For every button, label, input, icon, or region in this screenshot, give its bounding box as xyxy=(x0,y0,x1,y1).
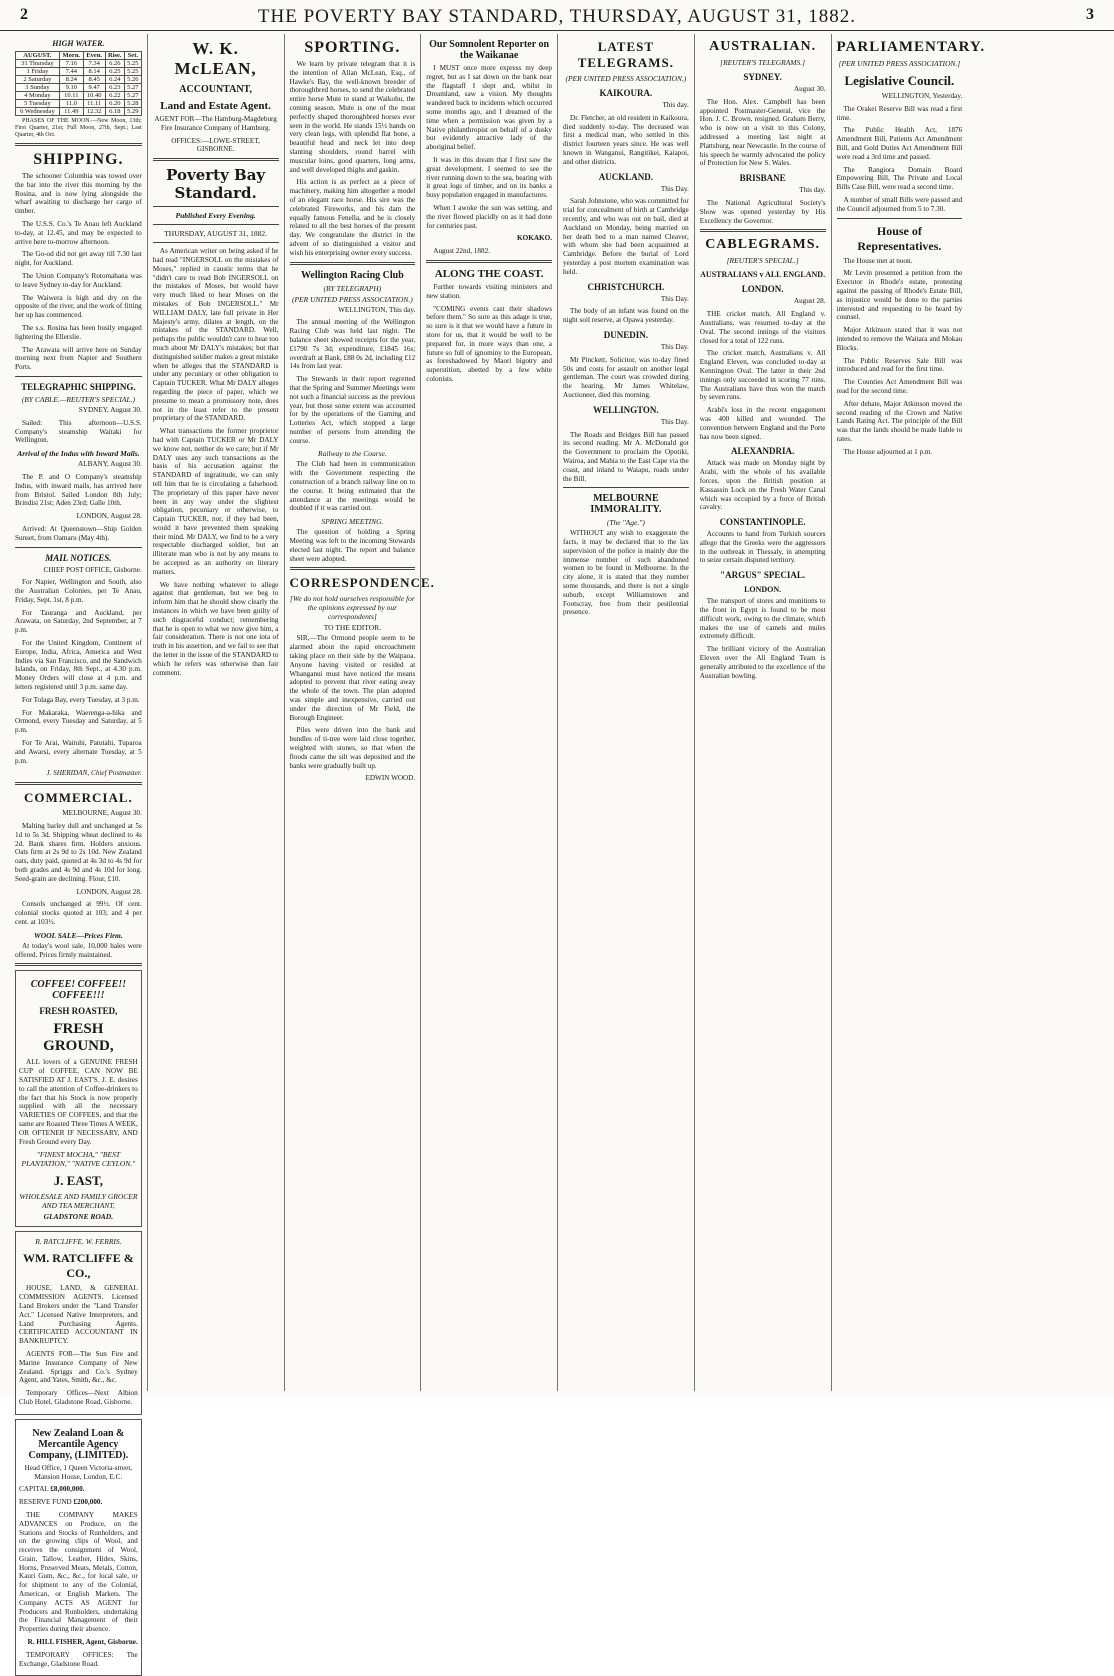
tide-cell: 6.20 xyxy=(105,100,124,108)
tide-cell: 7.44 xyxy=(59,68,83,76)
house-paragraph: The House adjourned at 1 p.m. xyxy=(843,447,933,456)
ratcliffe-agents: AGENTS FOR—The Sun Fire and Marine Insurance Company of New Zealand. Spriggs and Co.'s Sydney Agent, and Yates, Smith, &c., &c. xyxy=(19,1349,138,1385)
spring-text: The question of holding a Spring Meeting was left to the incoming Stewards elected last night. The report and balance sheet were adopted. xyxy=(289,528,416,563)
divider xyxy=(153,158,279,161)
tide-cell: 31 Thursday xyxy=(16,60,60,68)
tide-cell: 9.47 xyxy=(83,84,105,92)
telegram-text: The body of an infant was found on the night soil reserve, at Opawa yesterday. xyxy=(563,307,689,325)
cricket-text: THE cricket match, All England v. Australians, was resumed to-day at the Oval. The second innings of the visitors closed for a total of 122 runs. xyxy=(699,310,826,345)
egypt-text: Arabi's loss in the recent engagement was 400 killed and wounded. The convention between England and the Porte has now been signed. xyxy=(699,406,826,441)
tide-cell: 12.32 xyxy=(83,108,105,116)
editorial xyxy=(153,247,279,677)
tide-row xyxy=(16,100,142,108)
tide-cell: 5.28 xyxy=(124,100,141,108)
argus-heading: "ARGUS" SPECIAL. xyxy=(720,570,806,581)
tide-cell: 6.22 xyxy=(105,92,124,100)
page-number-right: 3 xyxy=(1086,6,1094,23)
wool-heading: WOOL SALE—Prices Firm. xyxy=(34,930,123,940)
telegram-text: Sarah Johnstone, who was committed for trial for concealment of birth at Cambridge recently, and who was out on bail, died at Auckland on Monday, being married on her death bed to a man named Cleaver, with whom she had been acquainted at Cambridge. Before the burial of Lord yesterday a post mortem examination was held. xyxy=(563,197,689,276)
paper-date: THURSDAY, AUGUST 31, 1882. xyxy=(164,229,268,239)
nzloan-body: THE COMPANY MAKES ADVANCES on Produce, on the Stations and Stocks of Runholders, and on the growing clips of Wool, and receives the consignment of Wool, Grain, Tallow, Leather, Hides, Skins, Horns, Preserved Meats, Metals, Cotton, Kauri Gum, &c., &c., for local sale, or for shipment to any of the Colonial, American, or English Markets. The Company ACTS AS AGENT for Producers and Runholders, undertaking the Financial Management of their Properties during their absence. xyxy=(19,1510,138,1634)
paper-title: Poverty Bay Standard. xyxy=(166,166,266,203)
correspondence-paragraph: SIR,—The Ormond people seem to be alarmed about the rapid encroachment taking place on their side by the Waipaoa. Anyone having visited or resided at Whanganui must have noticed the means adopted to prevent that river eating away the whole of the town. The plan adopted was simple and inexpensive, carried out under the direction of Mr Field, the Borough Engineer. xyxy=(289,634,416,722)
house-paragraph: After debate, Major Atkinson moved the second reading of the Crown and Native Lands Rating Act. The principle of the Bill was that the lands should be made liable to rates. xyxy=(836,399,963,443)
tide-cell: 6.26 xyxy=(105,60,124,68)
telegrams-heading: LATEST TELEGRAMS. xyxy=(577,39,675,70)
telegram-day: This Day. xyxy=(660,184,689,193)
coast-paragraph: Further towards visiting ministers and new station. xyxy=(426,282,552,300)
tide-cell: 11.49 xyxy=(59,108,83,116)
tide-cell: 7.34 xyxy=(83,60,105,68)
tide-row xyxy=(16,108,142,116)
wrc-sub2: (PER UNITED PRESS ASSOCIATION.) xyxy=(291,294,413,304)
capital-label: CAPITAL xyxy=(19,1485,49,1494)
tide-header-cell: Rise. xyxy=(105,52,124,60)
senate-heading: Our Somnolent Reporter on the Waikanae xyxy=(429,39,550,61)
tide-cell: 5.27 xyxy=(124,92,141,100)
mail-paragraph: For the United Kingdom, Continent of Europe, India, Africa, America and West Indies via San Francisco, and the Sandwich Islands, on Friday, 8th Sept., at 4.30 p.m. Money Orders will close at 4 p.m. and letters registered until 3 p.m. same day. xyxy=(15,639,142,692)
parliament-sub: [PER UNITED PRESS ASSOCIATION.] xyxy=(838,59,961,68)
shipping-paragraph: The schooner Columbia was towed over the bar into the river this morning by the Rosina, and is now lying alongside the wharf awaiting to discharge her cargo of timber. xyxy=(15,172,142,216)
ratcliffe-firm: WM. RATCLIFFE & CO., xyxy=(22,1251,134,1281)
sporting-paragraph: His action is as perfect as a piece of machinery, making him altogether a model of an elegant race horse. His sire was the celebrated Fireworks, and his dam the equally famous Fenella, and he is closely related to all the best horses of the present day. We congratulate the district in the advent of so distinguished a visitor and wish his enterprising owner every success. xyxy=(289,178,416,257)
coffee-advert xyxy=(15,970,142,1227)
tide-cell: 5.27 xyxy=(124,84,141,92)
tide-cell: 5 Tuesday xyxy=(16,100,60,108)
tide-header-cell: Morn. xyxy=(59,52,83,60)
published: Published Every Evening. xyxy=(175,211,256,221)
melbourne-text: WITHOUT any wish to exaggerate the facts, it may be declared that to the lax supervision of the police is mainly due the immense number of such abandoned women to be found in Melbourne. In the city alone, it is stated that they number some thousands, and there is not a single suburb, except Williamstown and Footscray, free from their pestilential presence. xyxy=(563,529,689,617)
coffee-name: J. EAST, xyxy=(53,1173,103,1189)
telegraphic-heading: TELEGRAPHIC SHIPPING. xyxy=(21,381,136,392)
cablegrams-heading: CABLEGRAMS. xyxy=(705,237,821,253)
shipping-heading: SHIPPING. xyxy=(33,151,124,168)
tide-cell: 5.26 xyxy=(124,76,141,84)
nzloan-title: New Zealand Loan & Mercantile Agency Company, (LIMITED). xyxy=(28,1427,129,1461)
nzloan-office: Head Office, 1 Queen Victoria-street, Mansion House, London, E.C. xyxy=(24,1463,133,1481)
tide-cell: 1 Friday xyxy=(16,68,60,76)
mail-heading: MAIL NOTICES. xyxy=(45,552,112,563)
final-text: The brilliant victory of the Australian Eleven over the All England Team is generally attributed to the excellence of the Australian bowling. xyxy=(699,645,826,680)
constantinople-heading: CONSTANTINOPLE. xyxy=(719,517,806,528)
telegraphic-text: Sailed: This afternoon—U.S.S. Company's steamship Waitaki for Wellington. xyxy=(15,418,142,445)
railway-text: The Club had been in communication with the Government respecting the construction of a branch railway line on to the course. It being estimated that the attendance at the meetings would be doubled if it was carried out. xyxy=(289,460,416,513)
tide-row xyxy=(16,68,142,76)
mclean-offices: OFFICES:—LOWE-STREET, GISBORNE. xyxy=(171,136,260,154)
alexandria-text: Attack was made on Monday night by Arabi, with the whole of his available forces, upon the British position at Kassassin Lock on the Fresh Water Canal which was occupied by a force of British cavalry. xyxy=(699,459,826,512)
telegrams-sub: (PER UNITED PRESS ASSOCIATION.) xyxy=(565,74,687,83)
wrc-place: WELLINGTON, This day. xyxy=(338,305,416,314)
melbourne-sub: (The "Age.") xyxy=(606,518,645,528)
telegram-place: CHRISTCHURCH. xyxy=(587,281,665,292)
reserve-label: RESERVE FUND xyxy=(19,1498,72,1507)
mail-paragraph: For Te Arai, Waituhi, Patutahi, Tuparoa and Awarsi, every alternate Tuesday, at 5 p.m. xyxy=(15,739,142,765)
divider xyxy=(290,262,416,265)
shipping-notes xyxy=(15,172,142,372)
tide-cell: 10.11 xyxy=(59,92,83,100)
sporting-paragraph: We learn by private telegram that it is the intention of Allan McLean, Esq., of Hawke's Bay, the well-known breeder of thoroughbred horses, to send the celebrated entire horse Mute to stand at Waikohu, the coming season. Mute is one of the most perfectly shaped thoroughbred horses ever seen in the world. He stands 15½ hands on very clean legs, with splendid flat bone, a beautiful head and neck let into deep slanting shoulders, round barrel with muscular loins, good quarters, long arms, and well developed thighs and gaskin. xyxy=(289,60,416,174)
london-text: Arrived: At Queenstown—Ship Golden Sunset, from Oamaru (May 4th). xyxy=(15,524,142,542)
editorial-paragraph: What transactions the former proprietor had with Captain TUCKER or Mr DALY we know not, neither do we care; but if Mr DALY uses any such transactions as the basis of his accusation against the STANDARD of ingratitude, we can only tell him that he is circulating a falsehood. The proprietary of this paper have never been in any way under the slightest obligation, pecuniary or otherwise, to Captain TUCKER, nor, if they had been, would it have prevented them speaking their mind. Mr DALY, we find to be a very respectable discharged soldier, but an illiterate man who is not by any means to be accepted as an authority on literary matters. xyxy=(152,427,279,576)
council-paragraph: The Orakei Reserve Bill was read a first time. xyxy=(836,104,963,122)
tide-cell: 6.18 xyxy=(105,108,124,116)
coffee-roast: FRESH ROASTED, xyxy=(39,1006,118,1017)
tide-cell: 8.24 xyxy=(59,76,83,84)
reserve-value: £200,000. xyxy=(73,1498,103,1507)
tide-cell: 2 Saturday xyxy=(16,76,60,84)
tide-cell: 7.16 xyxy=(59,60,83,68)
editorial-paragraph: We have nothing whatever to allege against that gentleman, but we beg to inform him that he should show clearly the instances in which we have been guilty of such disgraceful conduct; remembering that he is open to what we now give him, a fair consideration. There is not one iota of truth in his assertion, and we fail to see that the letter in the issue of the STANDARD to which he refers was otherwise than fair comment. xyxy=(152,580,279,677)
london-heading: LONDON. xyxy=(741,284,784,295)
arrival-place: ALBANY, August 30. xyxy=(77,460,142,469)
divider xyxy=(700,229,826,232)
divider xyxy=(153,206,279,207)
telegraphic-sub: (BY CABLE.—REUTER'S SPECIAL.) xyxy=(21,394,135,404)
coffee-address: GLADSTONE ROAD. xyxy=(43,1212,114,1222)
house-text xyxy=(837,257,963,457)
tide-row xyxy=(16,84,142,92)
telegraphic-place: SYDNEY, August 30. xyxy=(78,405,142,414)
column-4 xyxy=(420,34,557,1391)
coffee-body: ALL lovers of a GENUINE FRESH CUP of COFFEE, CAN NOW BE SATISFIED AT J. EAST'S. J. E. desires to call the attention of Coffee-drinkers to the fact that his Stock is now properly supplied with all the necessary VARIETIES OF COFFEES, and that the same are Roasted Three Times A WEEK, OR OFTENER IF NECESSARY, AND Fresh Ground every Day. xyxy=(19,1058,138,1146)
nzloan-advert xyxy=(15,1419,142,1676)
divider xyxy=(15,782,142,785)
tide-cell: 6.25 xyxy=(105,68,124,76)
ratcliffe-advert xyxy=(15,1231,142,1414)
senate-paragraph: I MUST once more express my deep regret, but as I sat down on the bank near the flagstaff I slept and, whilst in Dreamland, saw a vision. My thoughts wandered back to incidents which occurred some months ago, and I dreamed of the time when a permission was given by a Native philanthropist on behalf of a dusky but evidently attractive lady of the aboriginal belief. xyxy=(426,64,552,152)
australian-heading: AUSTRALIAN. xyxy=(709,39,817,54)
coast-text xyxy=(426,283,552,384)
sporting-text xyxy=(290,60,416,258)
shipping-paragraph: The U.S.S. Co.'s Te Anau left Auckland to-day, at 12.45, and may be expected to arrive here to-morrow afternoon. xyxy=(15,219,142,246)
telegram-day: This Day. xyxy=(660,294,689,303)
wrc-paragraph: The Stewards in their report regretted that the Spring and Summer Meetings were not such a financial success as the previous year, but those some extent was accounted for by the operations of the Gaming and Lotteries Act, which stopped a large number of persons from attending the course. xyxy=(289,375,416,445)
tide-header-cell: Even. xyxy=(83,52,105,60)
divider xyxy=(15,376,142,377)
correspondence-sign: EDWIN WOOD. xyxy=(365,774,416,783)
argus-text: The transport of stores and munitions to the front in Egypt is found to be most difficult work, owing to the climate, which makes the use of camels and mules extremely difficult. xyxy=(699,597,826,641)
wool-text: At today's wool sale, 10,000 bales were offered. Prices firmly maintained. xyxy=(15,941,142,959)
divider xyxy=(153,242,279,243)
page-number-left: 2 xyxy=(20,6,28,23)
parliament-heading: PARLIAMENTARY. xyxy=(836,39,986,55)
correspondence-text xyxy=(290,634,416,770)
house-paragraph: The House met at noon. xyxy=(843,256,913,265)
house-paragraph: Mr Levin presented a petition from the Executor in Rhode's estate, protesting against the passing of Rhode's Estate Bill, as injustice would be done to the parties interested and requesting to be heard by counsel. xyxy=(836,269,963,322)
moon-phases: PHASES OF THE MOON.—New Moon, 13th; First Quarter, 21st; Full Moon, 27th, Sept.; Last Quarter, 4th Oct. xyxy=(15,118,142,138)
constantinople-text: Accounts to hand from Turkish sources allege that the Greeks were the aggressors in the outbreak in Thessaly, in attempting to seize certain disputed territory. xyxy=(699,530,826,565)
shipping-paragraph: The Waiwera is high and dry on the opposite of the river, and the work of fitting her up has commenced. xyxy=(15,293,142,320)
divider xyxy=(426,260,552,263)
sydney-date: August 30. xyxy=(793,85,826,93)
mail-paragraph: For Tauranga and Auckland, per Arawata, on Saturday, 2nd September, at 7 p.m. xyxy=(15,608,142,635)
newspaper-title: THE POVERTY BAY STANDARD, THURSDAY, AUGUST 31, 1882. xyxy=(257,6,857,27)
tide-header-cell: Set. xyxy=(124,52,141,60)
column-3 xyxy=(284,34,435,1391)
london-place: LONDON, August 28. xyxy=(76,512,142,521)
correspondence-heading: CORRESPONDENCE. xyxy=(289,575,435,591)
coffee-brands: "FINEST MOCHA," "BEST PLANTATION," "NATIVE CEYLON." xyxy=(21,1150,136,1169)
tide-header-cell: AUGUST. xyxy=(16,52,60,60)
tide-cell: 5.25 xyxy=(124,60,141,68)
senate-paragraph: When I awoke the sun was setting, and the river flowed placidly on as it had done for centuries past. xyxy=(426,203,552,230)
telegram-place: WELLINGTON. xyxy=(593,404,659,415)
telegram-day: This Day. xyxy=(660,417,689,426)
correspondence-paragraph: Piles were driven into the bank and bundles of ti-tree were laid close together, weighted with stones, so that when the floods came the silt was deposited and the banks were gradually built up. xyxy=(289,726,416,770)
nzloan-agent: R. HILL FISHER, Agent, Gisborne. xyxy=(27,1638,138,1647)
tide-cell: 8.14 xyxy=(83,68,105,76)
aus-eng-heading: AUSTRALIANS v ALL ENGLAND. xyxy=(700,270,826,280)
telegram-day: This day. xyxy=(662,101,689,109)
shipping-paragraph: The Arawata will arrive here on Sunday morning next from Napier and Southern Ports. xyxy=(15,345,142,372)
shipping-paragraph: The s.s. Rosina has been busily engaged lightering the Ellerslie. xyxy=(15,323,142,341)
senate-paragraph: It was in this dream that I first saw the great development. I seemed to see the river running down to the sea, bearing with it great logs of timber, and on its banks a busy population engaged in manufactures. xyxy=(426,155,552,200)
council-paragraph: A number of small Bills were passed and the Council adjourned from 5 to 7.30. xyxy=(836,195,963,213)
cable-sub: [REUTER'S SPECIAL.] xyxy=(726,256,799,266)
capital-value: £8,000,000. xyxy=(50,1485,85,1494)
tide-cell: 9.10 xyxy=(59,84,83,92)
sydney-text: The Hon. Alex. Campbell has been appointed Postmaster-General, vice the Hon. J. C. Brown, resigned. Graham Berry, who is now on a visit to this Colony, addressed a meeting last night at Plattsburg, near Newcastle. In the course of his speech he warmly advocated the policy of Protection for New S. Wales. xyxy=(699,97,826,168)
nzloan-temp: TEMPORARY OFFICES: The Exchange, Gladstone Road. xyxy=(19,1650,138,1668)
cricket-text-2: The cricket match, Australians v. All England Eleven, was concluded to-day at Kennington Oval. The latter in their 2nd innings only succeeded in scoring 77 runs. The Australians have thus won the match by seven runs. xyxy=(699,349,826,402)
divider xyxy=(15,547,142,548)
telegram-place: DUNEDIN. xyxy=(603,329,648,340)
mail-paragraph: For Napier, Wellington and South, also the Australian Colonies, per Te Anau, Friday, Sept. 1st, 8 p.m. xyxy=(15,578,142,604)
telegram-text: The Roads and Bridges Bill has passed its second reading. Mr A. McDonald got the Government to proclaim the Opotiki, Wairoa, and Mahia to the East Cape via the coast, and inland to Waiapu, roads under the Bill. xyxy=(563,430,689,483)
coffee-trade: WHOLESALE AND FAMILY GROCER AND TEA MERCHANT, xyxy=(19,1192,138,1211)
column-6 xyxy=(694,34,831,1391)
house-paragraph: The Public Reserves Sale Bill was introduced and read for the first time. xyxy=(836,356,963,374)
melbourne-heading: MELBOURNE IMMORALITY. xyxy=(590,493,662,516)
australian-sub: [REUTER'S TELEGRAMS.] xyxy=(720,58,806,67)
wrc-sub: (BY TELEGRAPH) xyxy=(323,283,382,293)
mclean-role2: Land and Estate Agent. xyxy=(160,100,271,112)
ratcliffe-office: Temporary Offices—Next Albion Club Hotel, Gladstone Road, Gisborne. xyxy=(19,1389,138,1406)
divider xyxy=(290,567,416,570)
coffee-line: COFFEE! COFFEE!! COFFEE!!! xyxy=(30,979,127,1002)
mail-office: CHIEF POST OFFICE, Gisborne. xyxy=(43,565,142,574)
editorial-paragraph: As American writer on being asked if he had read "INGERSOLL on the mistakes of Moses," replied in caustic terms that he "didn't care to read Bob INGERSOLL on the mistakes of Moses, but would have very much liked to hear Moses on the mistakes of Bob INGERSOLL." Mr WILLIAM DALY, late full private in Her Majesty's army, dilates at length, on the mistakes of the STANDARD. Well, perhaps the public wouldn't care to hear too much about Mr DALY's mistakes; but that distinguished soldier makes a great mistake when he alleges that the STANDARD is under any pecuniary or other obligation to Captain TUCKER. What Mr DALY alleges regarding the piece of paper, which we presume to mean a promissory note, does not in the least refer to the present proprietary of the STANDARD. xyxy=(152,247,279,423)
tide-cell: 6.23 xyxy=(105,84,124,92)
tide-cell: 5.25 xyxy=(124,68,141,76)
tide-row xyxy=(16,60,142,68)
parliament-place: WELLINGTON, Yesterday. xyxy=(881,92,963,100)
council-paragraph: The Public Health Act, 1876 Amendment Bill, Patients Act Amendment Bill, and Gold Duties Act Amendment Bill were read a 3rd time and passed. xyxy=(836,126,963,161)
council-heading: Legislative Council. xyxy=(844,73,955,88)
tide-heading: HIGH WATER. xyxy=(52,39,105,48)
brisbane-day: This day. xyxy=(799,186,826,195)
divider xyxy=(153,224,279,225)
wrc-heading: Wellington Racing Club xyxy=(300,269,404,281)
telegram-text: Mr Pinckett, Solicitor, was to-day fined 50s and costs for assault on another legal gentleman. The court was crowded during the hearing. Mr James Whitelaw, Auctioneer, died this morning. xyxy=(563,355,689,399)
tide-cell: 4 Monday xyxy=(16,92,60,100)
house-heading: House of Representatives. xyxy=(857,223,942,253)
column-5 xyxy=(557,34,694,1391)
house-paragraph: The Counties Act Amendment Bill was read for the second time. xyxy=(836,378,963,395)
mail-notices xyxy=(15,578,142,765)
senate-date: August 22nd, 1882. xyxy=(433,247,490,256)
arrival-text: The P. and O Company's steamship Indus, with inward mails, has arrived here from Bristol. Sailed London 8th July; Brindisi 21st; Aden 23rd; Galle 10th. xyxy=(15,472,142,508)
london-date: August 28. xyxy=(793,297,826,306)
tide-cell: 10.40 xyxy=(83,92,105,100)
house-paragraph: Major Atkinson stated that it was not intended to remove the Waitara and Mokau Blocks. xyxy=(836,326,963,352)
melb-text: Malting barley dull and unchanged at 5s 1d to 5s 3d. Shipping wheat declined to 4s 2d. Bank shares firm. Holders anxious. Oats firm at 2s 9d to 2s 10d. New Zealand oats, duty paid, quoted at 4s 3d to 4s 9d for both grades and 4s 9d and 4s 10d for long. Seed-grain are declining. Flour, £10. xyxy=(15,822,142,883)
mclean-agent: AGENT FOR—The Hamburg-Magdeburg Fire Insurance Company of Hamburg. xyxy=(154,115,277,132)
arrival-heading: Arrival of the Indus with Inward Mails. xyxy=(17,449,140,459)
telegram-place: AUCKLAND. xyxy=(598,171,653,182)
lon-text: Consols unchanged at 99½. Of cent. colonial stocks quoted at 103; and 4 per cent. at 103½. xyxy=(15,900,142,926)
shipping-paragraph: The Union Company's Rotomahana was to leave Sydney to-day for Auckland. xyxy=(15,271,142,289)
argus-london: LONDON. xyxy=(744,585,782,595)
coast-heading: ALONG THE COAST. xyxy=(434,267,544,280)
masthead xyxy=(0,4,1114,31)
coast-paragraph: "COMING events cast their shadows before them." So sure as this adage is true, so sure is it that we would have a future in store for us, that it would be well to be prepared for, in more ways than one, a future so full of ignominy to the European, as foreshadowed by Maori bigotry and superstition, abetted by a few white colonists. xyxy=(426,304,552,383)
telegram-text: Dr. Fletcher, an old resident in Kaikoura, died suddenly to-day. The deceased was first a medical man, who settled in this district fourteen years since. He was well known in Wanganui, Rangitikei, Kaiapoi, and other districts. xyxy=(563,113,689,166)
tide-row xyxy=(16,76,142,84)
tide-cell: 6.24 xyxy=(105,76,124,84)
column-1 xyxy=(10,34,147,1668)
brisbane-heading: BRISBANE xyxy=(739,173,786,184)
sporting-heading: SPORTING. xyxy=(304,39,401,56)
column-2 xyxy=(147,34,284,1391)
tide-cell: 11.0 xyxy=(59,100,83,108)
coffee-ground: FRESH GROUND, xyxy=(43,1021,114,1055)
commercial-heading: COMMERCIAL. xyxy=(23,790,133,806)
divider xyxy=(563,487,689,488)
spring-heading: SPRING MEETING. xyxy=(321,517,384,527)
telegram-place: KAIKOURA. xyxy=(599,88,653,98)
tide-cell: 11.11 xyxy=(83,100,105,108)
correspondence-disclaimer: [We do not hold ourselves responsible for the opinions expressed by our correspondents] xyxy=(289,594,415,622)
telegram-day: This Day. xyxy=(660,342,689,351)
tide-cell: 8.45 xyxy=(83,76,105,84)
mclean-name: W. K. McLEAN, xyxy=(174,39,257,78)
mail-paragraph: For Tolaga Bay, every Tuesday, at 3 p.m. xyxy=(22,695,140,704)
column-7 xyxy=(831,34,986,1391)
tide-table xyxy=(15,51,142,116)
wrc-text xyxy=(290,318,416,445)
alexandria-heading: ALEXANDRIA. xyxy=(730,446,795,457)
columns xyxy=(10,34,1104,1668)
wrc-paragraph: The annual meeting of the Wellington Racing Club was held last night. The balance sheet showed receipts for the year, £1790 7s 3d; expenditure, £1845 16s; overdraft at Bank, £88 0s 2d, including £12 14s from last year. xyxy=(289,318,416,371)
tide-cell: 6 Wednesday xyxy=(16,108,60,116)
railway-heading: Railway to the Course. xyxy=(318,449,387,459)
tide-cell: 3 Sunday xyxy=(16,84,60,92)
mail-paragraph: For Makaraka, Waerenga-a-hika and Ormond, every Tuesday and Saturday, at 5 p.m. xyxy=(15,708,142,735)
sydney-heading: SYDNEY. xyxy=(743,72,782,82)
senate-text xyxy=(426,64,552,230)
mclean-role: ACCOUNTANT, xyxy=(179,84,252,95)
council-text xyxy=(837,105,963,214)
mail-sign: J. SHERIDAN, Chief Postmaster. xyxy=(46,769,142,778)
ratcliffe-names: R. RATCLIFFE. W. FERRIS. xyxy=(35,1237,122,1247)
divider xyxy=(837,218,963,219)
melb-place: MELBOURNE, August 30. xyxy=(62,809,142,818)
lon-place: LONDON, August 28. xyxy=(76,887,142,896)
shipping-paragraph: The Go-od did not get away till 7.30 last night, for Auckland. xyxy=(15,250,142,268)
tide-row xyxy=(16,92,142,100)
divider xyxy=(15,963,142,966)
divider xyxy=(15,143,142,146)
council-paragraph: The Rangiora Domain Board Empowering Bill, The Private and Local Bills Case Bill, were read a second time. xyxy=(836,165,963,192)
brisbane-text: The National Agricultural Society's Show was opened yesterday by His Excellency the Governor. xyxy=(699,198,826,225)
ratcliffe-body: HOUSE, LAND, & GENERAL COMMISSION AGENTS. Licensed Land Brokers under the "Land Transfer Act." Licensed Native Interpreters, and Land Purchasing Agents. CERTIFICATED ACCOUNTANT IN BANKRUPTCY. xyxy=(19,1284,138,1346)
to-editor: TO THE EDITOR. xyxy=(323,623,382,633)
telegram-sections xyxy=(563,88,689,483)
tide-cell: 5.29 xyxy=(124,108,141,116)
senate-sign: KOKAKO. xyxy=(517,234,552,243)
